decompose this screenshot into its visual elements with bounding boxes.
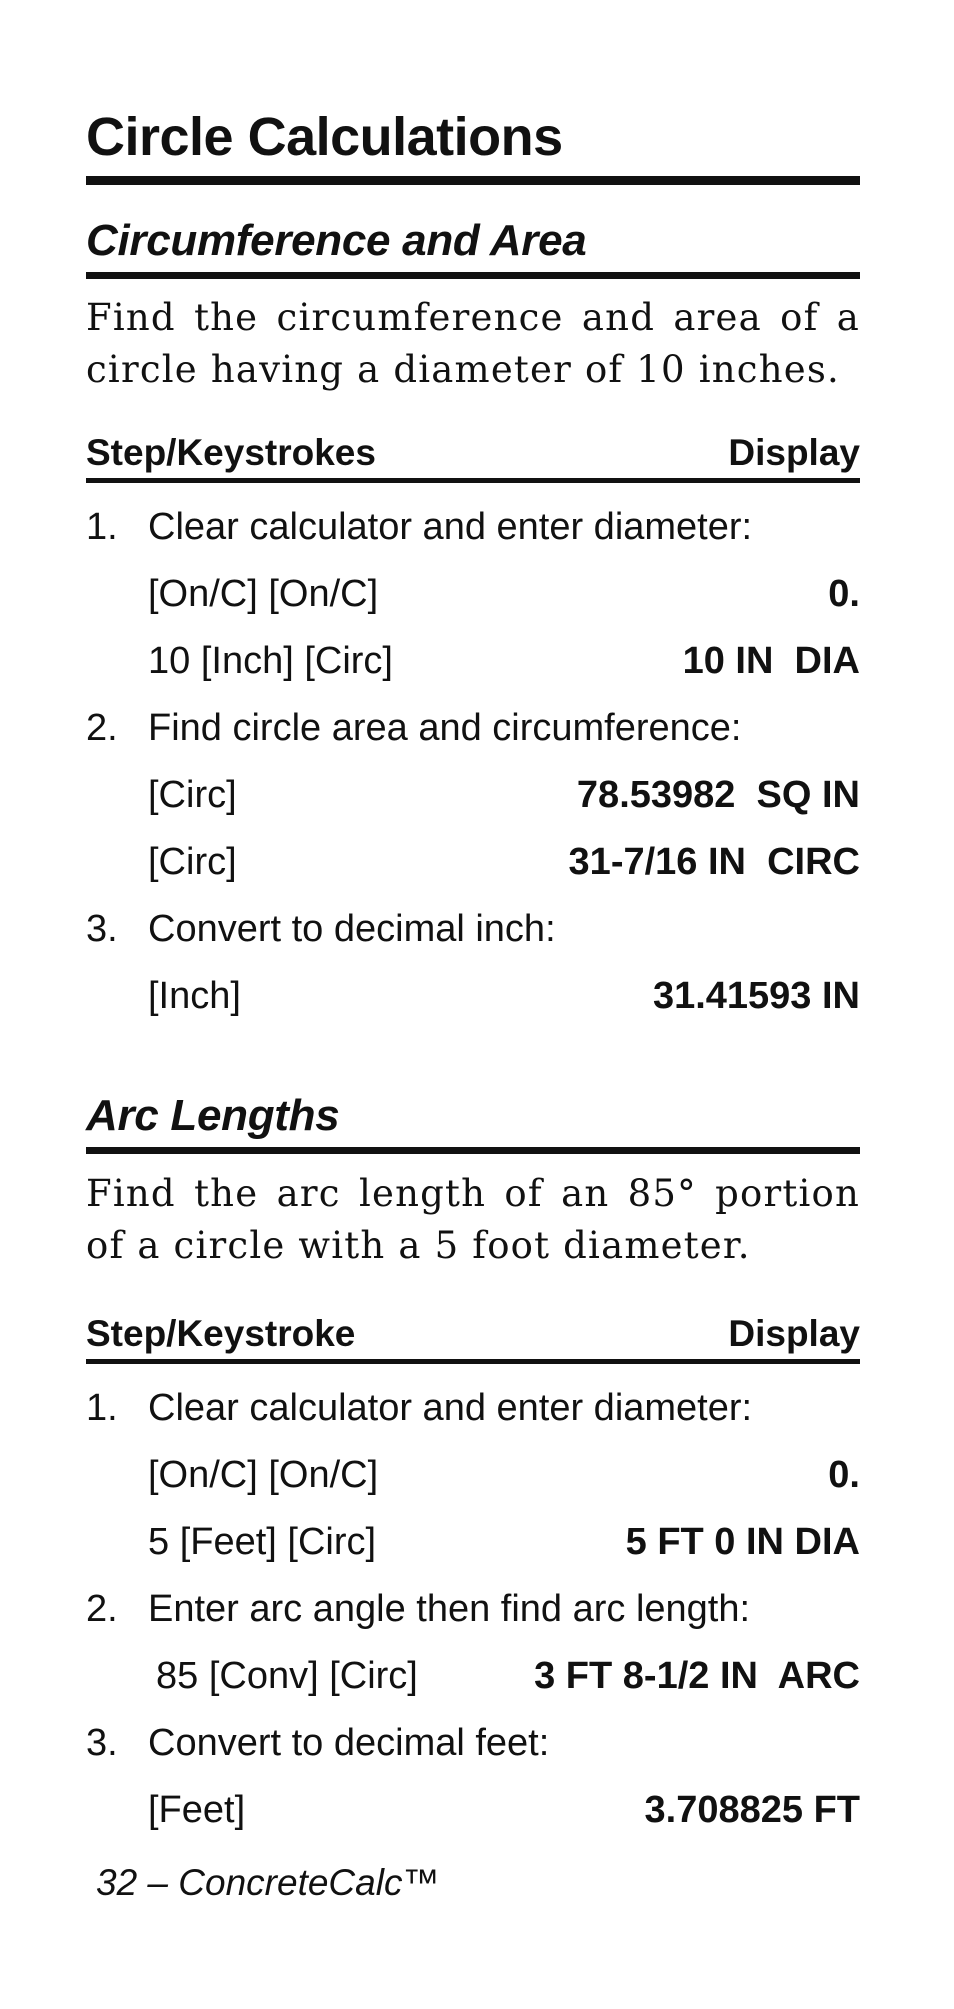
keystroke-row (86, 1445, 860, 1505)
display-value: 31.41593 IN (652, 974, 860, 1017)
step-text: Enter arc angle then find arc length: (148, 1587, 751, 1630)
step-number: 2. (86, 1587, 118, 1630)
keystroke-row (86, 966, 860, 1026)
page-title: Circle Calculations (86, 106, 860, 185)
keystrokes: [On/C] [On/C] (148, 572, 379, 615)
display-value: 31-7/16 IN CIRC (568, 840, 860, 883)
keystroke-row (86, 564, 860, 624)
keystrokes: 85 [Conv] [Circ] (156, 1654, 418, 1697)
keystrokes: [Inch] (148, 974, 241, 1017)
problem-statement: Find the arc length of an 85° portion of a circle with a 5 foot diameter. (86, 1172, 860, 1267)
step-number: 3. (86, 1721, 118, 1764)
section-title-arc-lengths: Arc Lengths (86, 1090, 860, 1154)
keystrokes: [Circ] (148, 840, 237, 883)
keystrokes: 10 [Inch] [Circ] (148, 639, 393, 682)
keystroke-row (86, 1512, 860, 1572)
step-number: 3. (86, 907, 118, 950)
step-text: Find circle area and circumference: (148, 706, 742, 749)
section-title-circumference-area: Circumference and Area (86, 215, 860, 279)
table-header (86, 1311, 860, 1364)
step-row (86, 497, 860, 557)
step-text: Convert to decimal feet: (148, 1721, 550, 1764)
keystrokes: [Circ] (148, 773, 237, 816)
problem-statement: Find the circumference and area of a circle having a diameter of 10 inches. (86, 296, 860, 391)
keystrokes: [Feet] (148, 1788, 246, 1831)
step-number: 1. (86, 1386, 118, 1429)
display-value: 3.708825 FT (644, 1788, 860, 1831)
header-step-keystrokes: Step/Keystrokes (86, 432, 376, 473)
display-value: 78.53982 SQ IN (576, 773, 860, 816)
header-display: Display (728, 1313, 860, 1354)
keystroke-row (86, 1780, 860, 1840)
keystrokes: [On/C] [On/C] (148, 1453, 379, 1496)
keystroke-row (86, 1646, 860, 1706)
step-row (86, 1378, 860, 1438)
keystroke-row (86, 765, 860, 825)
display-value: 5 FT 0 IN DIA (625, 1520, 860, 1563)
step-number: 1. (86, 505, 118, 548)
step-text: Clear calculator and enter diameter: (148, 1386, 753, 1429)
step-row (86, 698, 860, 758)
step-number: 2. (86, 706, 118, 749)
keystrokes: 5 [Feet] [Circ] (148, 1520, 377, 1563)
step-row (86, 1579, 860, 1639)
keystroke-row (86, 832, 860, 892)
table-header (86, 430, 860, 483)
keystroke-row (86, 631, 860, 691)
display-value: 0. (828, 1453, 860, 1496)
display-value: 3 FT 8-1/2 IN ARC (534, 1654, 860, 1697)
display-value: 0. (828, 572, 860, 615)
page-footer: 32 – ConcreteCalc™ (96, 1862, 440, 1903)
step-text: Convert to decimal inch: (148, 907, 556, 950)
header-step-keystroke: Step/Keystroke (86, 1313, 356, 1354)
display-value: 10 IN DIA (682, 639, 860, 682)
step-text: Clear calculator and enter diameter: (148, 505, 753, 548)
step-row (86, 899, 860, 959)
step-row (86, 1713, 860, 1773)
header-display: Display (728, 432, 860, 473)
